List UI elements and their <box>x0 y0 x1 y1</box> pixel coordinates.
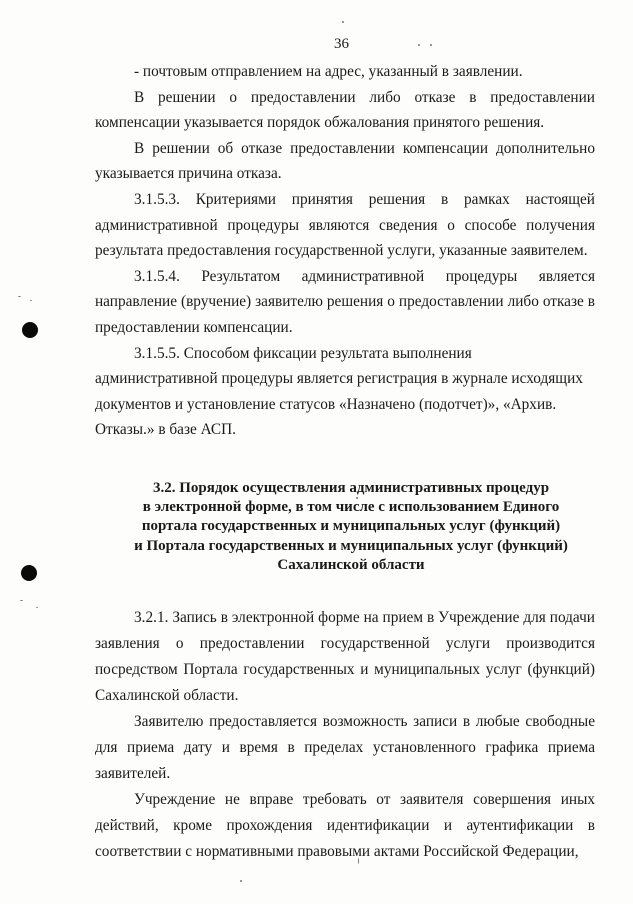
section-3-2 <box>95 605 595 865</box>
paragraph-3-1-5-4: 3.1.5.4. Результатом административной процедуры является направление (вручение) заявителю решения о предоставлении либо отказе в предоставлении компенсации. <box>95 267 595 336</box>
heading-line: и Портала государственных и муниципальных услуг (функций) <box>134 537 568 554</box>
scan-speck <box>36 607 38 608</box>
punch-hole-lower <box>21 565 37 581</box>
scan-speck <box>18 296 21 297</box>
paragraph-refusal-reason: В решении об отказе предоставлении компенсации дополнительно указывается причина отказа. <box>95 139 595 183</box>
heading-line: в электронной форме, в том числе с использованием Единого <box>142 499 560 516</box>
heading-line: портала государственных и муниципальных услуг (функций) <box>141 518 561 535</box>
paragraph-postal-delivery: - почтовым отправлением на адрес, указанный в заявлении. <box>134 63 523 80</box>
section-3-1-5 <box>95 59 595 443</box>
paragraph-3-1-5-3: 3.1.5.3. Критериями принятия решения в рамках настоящей административной процедуры являются сведения о способе получения результата предоставления государственной услуги, указанные заявителем. <box>95 190 595 260</box>
scan-speck <box>418 44 420 46</box>
document-body <box>95 59 595 865</box>
punch-hole-upper <box>22 322 38 338</box>
scan-speck <box>342 21 344 23</box>
section-heading-3-2 <box>95 479 595 575</box>
scan-speck <box>430 44 432 46</box>
paragraph-3-1-5-5: 3.1.5.5. Способом фиксации результата выполнения административной процедуры является регистрация в журнале исходящих документов и установление статусов «Назначено (подотчет)», «Архив. Отказы.» в базе АСП. <box>95 344 583 439</box>
heading-line: 3.2. Порядок осуществления административных процедур <box>152 479 550 496</box>
scan-speck <box>30 300 32 301</box>
paragraph-appeal-procedure: В решении о предоставлении либо отказе в предоставлении компенсации указывается порядок обжалования принятого решения. <box>95 88 595 132</box>
paragraph-3-2-1: 3.2.1. Запись в электронной форме на прием в Учреждение для подачи заявления о предоставлении государственной услуги производится посредством Портала государственных и муниципальных услуг (функций) Сахалинской области. <box>95 608 595 704</box>
page-number: 36 <box>334 36 349 52</box>
scan-speck <box>240 880 242 882</box>
scan-speck <box>20 600 23 601</box>
paragraph-appointment-booking: Заявителю предоставляется возможность записи в любые свободные для приема дату и время в пределах установленного графика приема заявителей. <box>95 712 595 782</box>
heading-line: Сахалинской области <box>277 556 425 573</box>
paragraph-identification: Учреждение не вправе требовать от заявителя совершения иных действий, кроме прохождения идентификации и аутентификации в соответствии с нормативными правовыми актами Российской Федерации, <box>95 790 595 860</box>
